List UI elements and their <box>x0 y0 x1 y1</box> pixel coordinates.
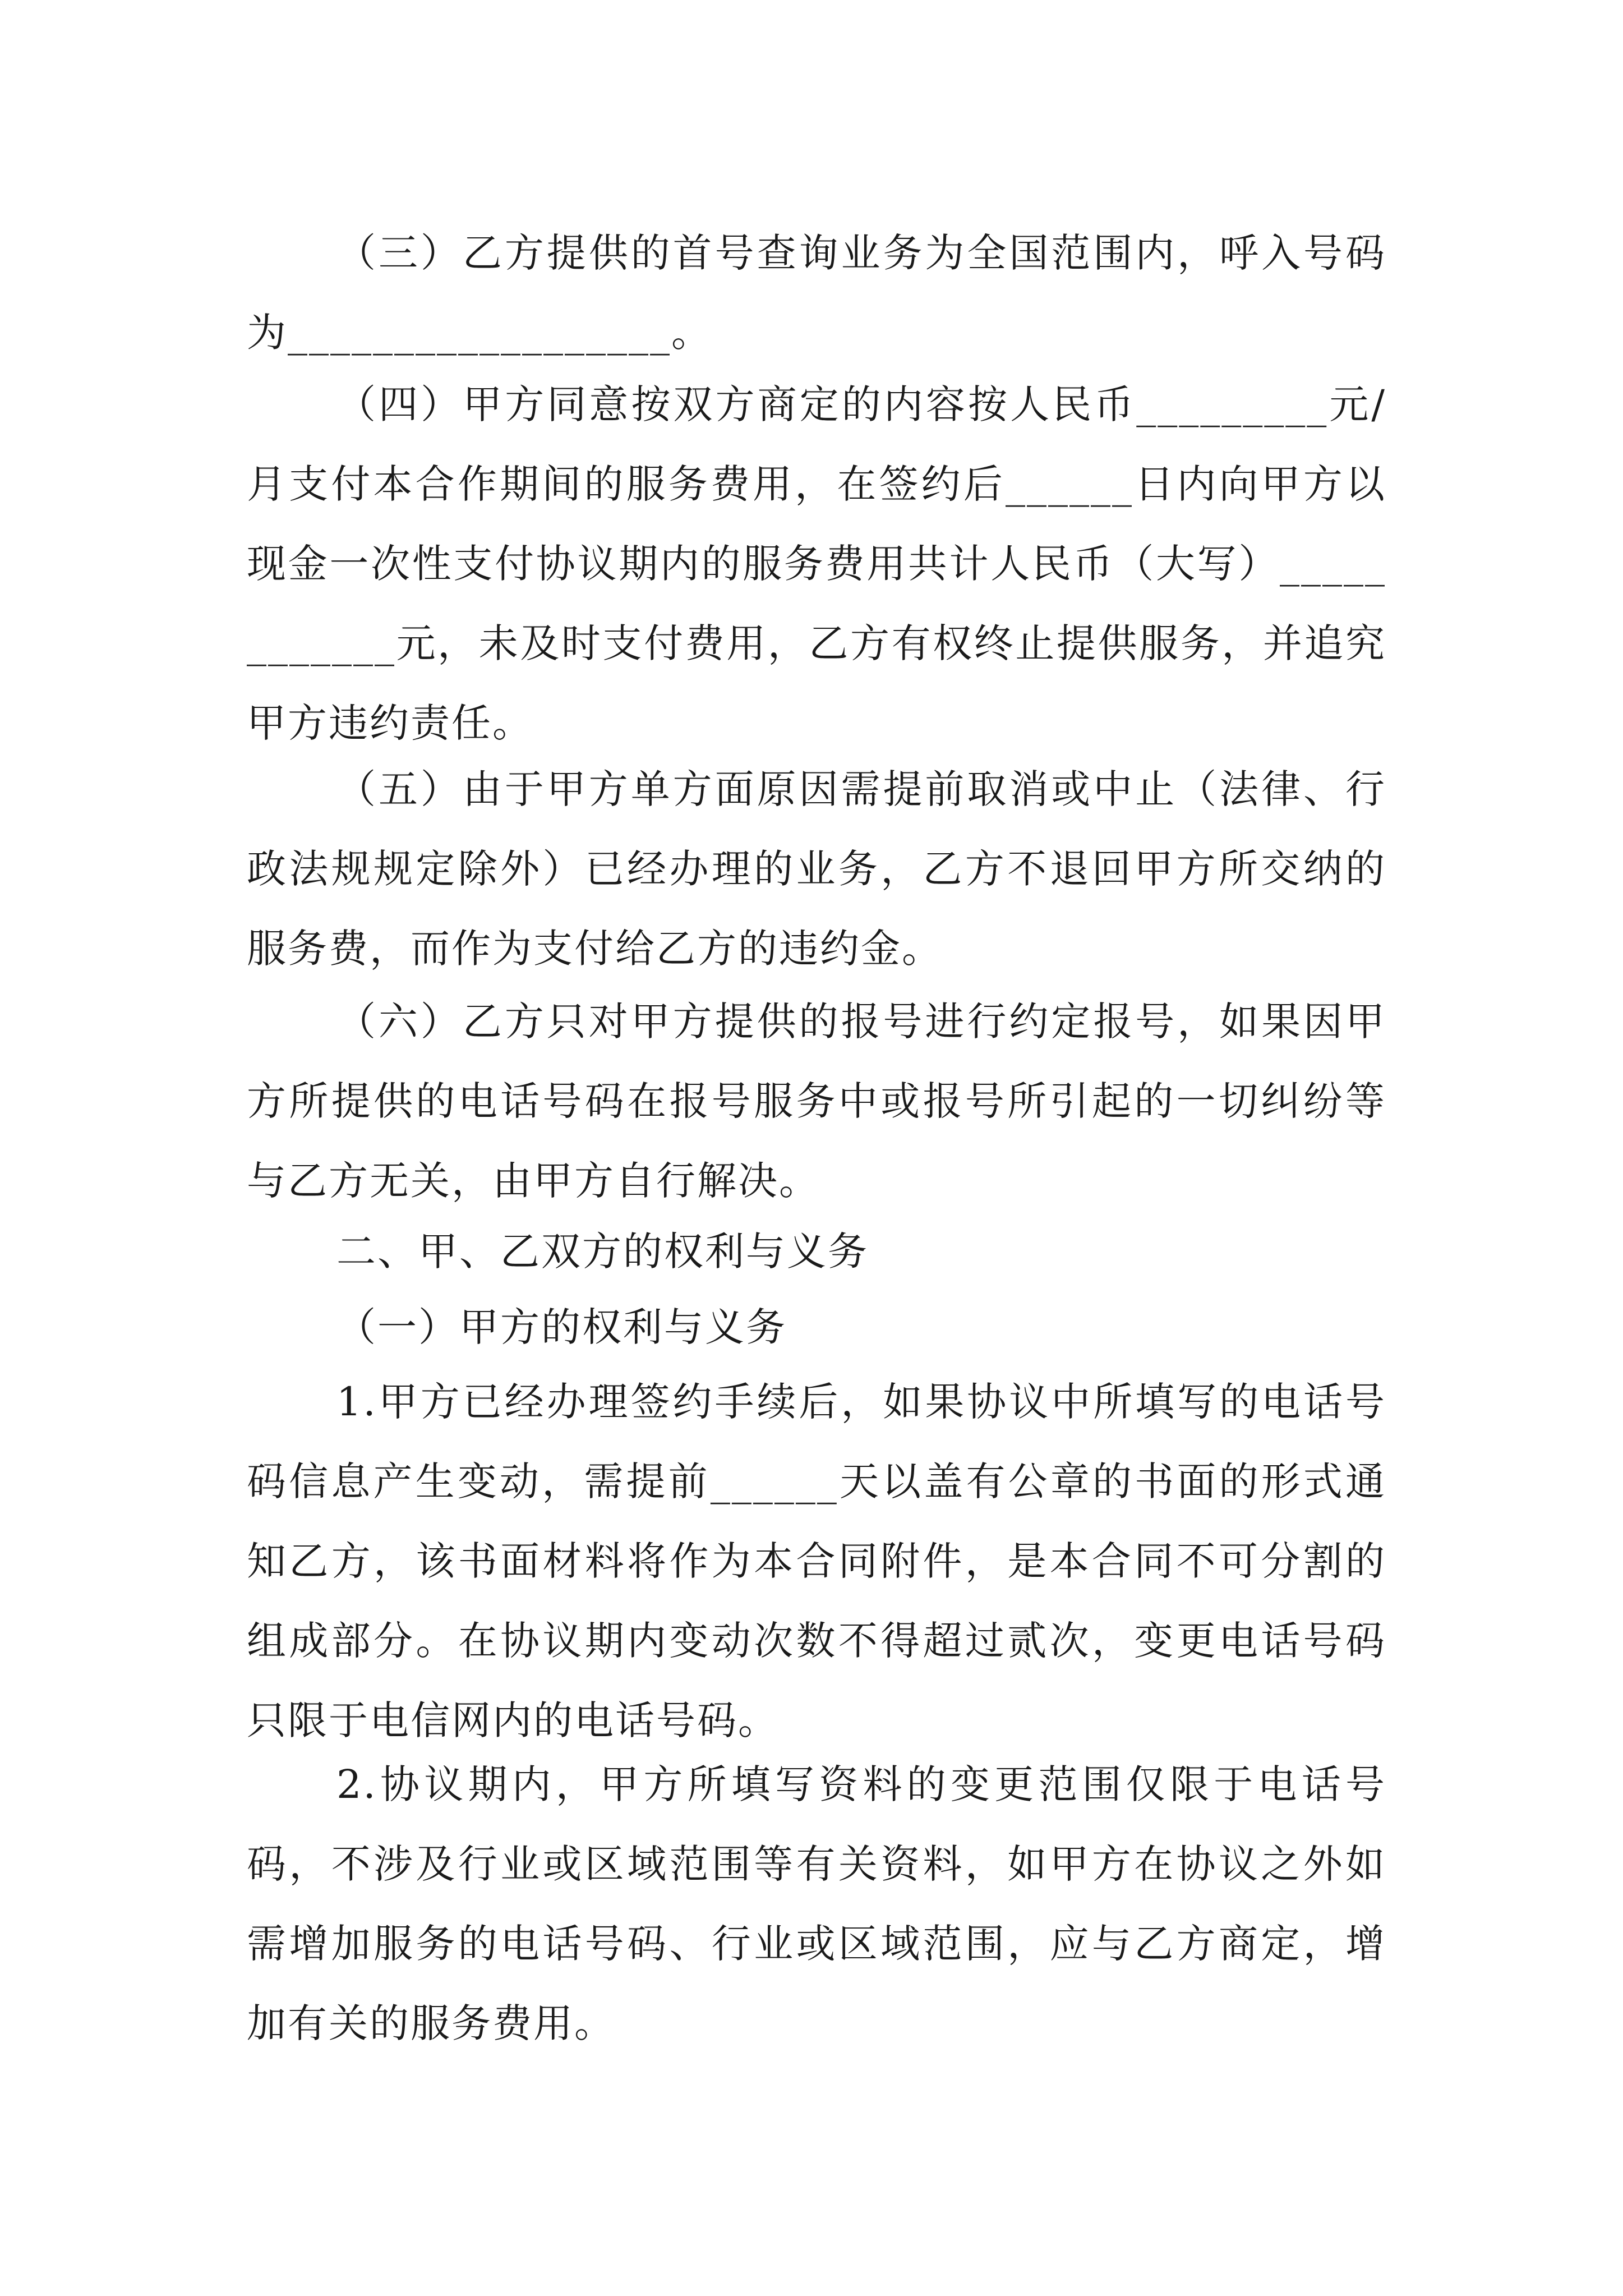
clause-2-change-scope: 2.协议期内，甲方所填写资料的变更范围仅限于电话号码，不涉及行业或区域范围等有关资料，如甲方在协议之外如需增加服务的电话号码、行业或区域范围，应与乙方商定，增加有关的服务费用。 <box>247 1761 1386 2046</box>
clause-1-number-change: 1.甲方已经办理签约手续后，如果协议中所填写的电话号码信息产生变动，需提前______天以盖有公章的书面的形式通知乙方，该书面材料将作为本合同附件，是本合同不可分割的组成部分。在协议期内变动次数不得超过贰次，变更电话号码只限于电信网内的电话号码。 <box>247 1379 1386 1743</box>
section-heading-rights-obligations: 二、甲、乙双方的权利与义务 <box>336 1228 869 1274</box>
paragraph-6-number-disputes: （六）乙方只对甲方提供的报号进行约定报号，如果因甲方所提供的电话号码在报号服务中或报号所引起的一切纠纷等与乙方无关，由甲方自行解决。 <box>247 999 1386 1204</box>
subsection-heading-party-a: （一）甲方的权利与义务 <box>336 1304 787 1350</box>
paragraph-3-query-service: （三）乙方提供的首号查询业务为全国范围内，呼入号码为__________________。 <box>247 230 1386 356</box>
paragraph-5-cancellation: （五）由于甲方单方面原因需提前取消或中止（法律、行政法规规定除外）已经办理的业务，乙方不退回甲方所交纳的服务费，而作为支付给乙方的违约金。 <box>247 766 1386 972</box>
paragraph-4-service-fee: （四）甲方同意按双方商定的内容按人民币_________元/月支付本合作期间的服务费用，在签约后______日内向甲方以现金一次性支付协议期内的服务费用共计人民币（大写）____________元，未及时支付费用，乙方有权终止提供服务，并追究甲方违约责任。 <box>247 381 1386 746</box>
